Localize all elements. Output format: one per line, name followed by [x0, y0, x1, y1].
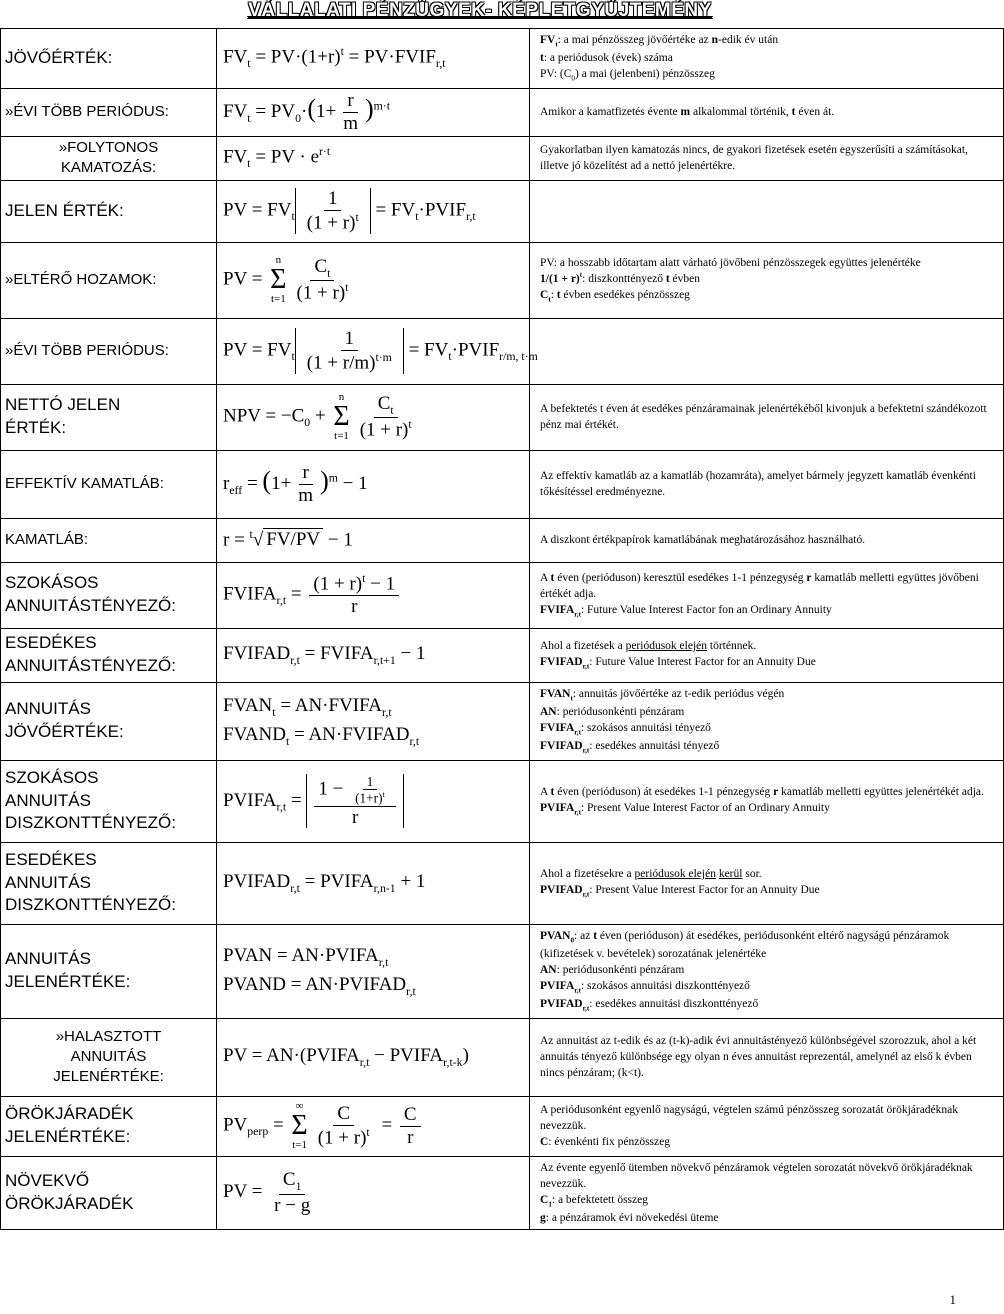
label-pvifa: SZOKÁSOS ANNUITÁS DISZKONTTÉNYEZŐ:	[1, 760, 217, 842]
formula-pvifa: $PVIFA_{r,t}$ = 1 − $\frac{1}{(1+r)^t}$ r	[217, 760, 530, 842]
desc-npv: A befektetés t éven át esedékes pénzáramainak jelenértékéből kivonjuk a befektetni szándékozott pénz mai értékét.	[530, 384, 1004, 450]
formula-table	[0, 28, 1004, 1230]
label-deferred-annuity: »HALASZTOTT ANNUITÁS JELENÉRTÉKE:	[1, 1018, 217, 1096]
desc-annuity-pv: $PVAN_0$: az t éven (perióduson) át esedékes, periódusonként eltérő nagyságú pénzáramok (kifizetések v. bevételek) sorozatának jelenértéke AN: periódusonkénti pénzáram $PVIFA_{r,t}$: szokásos annuitási diszkonttényező $PVIFAD_{r,t}$: esedékes annuitási diszkonttényező	[530, 924, 1004, 1018]
label-perpetuity: ÖRÖKJÁRADÉK JELENÉRTÉKE:	[1, 1096, 217, 1156]
formula-pv-multi-period: PV = $FV_t$ $\frac{1}{(1 + r/m)^{t\cdot m}}$ = $FV_t\cdot PVIF_{r/m, t\cdot m}$	[217, 318, 530, 384]
row-growing-perpetuity	[1, 1156, 1004, 1230]
label-growing-perpetuity: NÖVEKVŐ ÖRÖKJÁRADÉK	[1, 1156, 217, 1230]
row-perpetuity	[1, 1096, 1004, 1156]
desc-pvifa: A t éven (perióduson) át esedékes 1-1 pénzegység r kamatláb melletti együttes jelenértékét adja. $PVIFA_{r,t}$: Present Value Interest Factor of an Ordinary Annuity	[530, 760, 1004, 842]
desc-interest-rate: A diszkont értékpapírok kamatlábának meghatározásához használható.	[530, 518, 1004, 562]
label-fvifad: ESEDÉKES ANNUITÁSTÉNYEZŐ:	[1, 628, 217, 682]
label-interest-rate: KAMATLÁB:	[1, 518, 217, 562]
label-effective-rate: EFFEKTÍV KAMATLÁB:	[1, 450, 217, 518]
formula-interest-rate: r = $^t$√ FV/PV − 1	[217, 518, 530, 562]
formula-growing-perpetuity: PV = $\frac{C_1}{r - g}$	[217, 1156, 530, 1230]
formula-npv: NPV = $-C_0$ + n Σ t=1 $\frac{C_t}{(1 + r)^t}$	[217, 384, 530, 450]
row-varying-yields	[1, 242, 1004, 318]
desc-multi-period: Amikor a kamatfizetés évente m alkalommal történik, t éven át.	[530, 88, 1004, 136]
row-annuity-fv	[1, 682, 1004, 760]
row-deferred-annuity	[1, 1018, 1004, 1096]
row-present-value	[1, 180, 1004, 242]
label-annuity-pv: ANNUITÁS JELENÉRTÉKE:	[1, 924, 217, 1018]
formula-pvifad: $PVIFAD_{r,t}$ = $PVIFA_{r,n-1} + 1$	[217, 842, 530, 924]
label-fvifa: SZOKÁSOS ANNUITÁSTÉNYEZŐ:	[1, 562, 217, 628]
row-effective-rate	[1, 450, 1004, 518]
formula-multi-period: $FV_t = PV_0\cdot(1+$ $\frac{r}{m}$ )$^{m\cdot t}$	[217, 88, 530, 136]
formula-future-value: $FV_t = PV\cdot(1+r)^t$ = $PV\cdot FVIF_{r,t}$	[217, 29, 530, 89]
label-npv: NETTÓ JELEN ÉRTÉK:	[1, 384, 217, 450]
label-future-value: JÖVŐÉRTÉK:	[1, 29, 217, 89]
formula-effective-rate: $r_{eff} = (1+$ $\frac{r}{m}$ )$^m$ − 1	[217, 450, 530, 518]
desc-growing-perpetuity: Az évente egyenlő ütemben növekvő pénzáramok végtelen sorozatát növekvő örökjáradéknak nevezzük. $C_1$: a befektetett összeg g: a pénzáramok évi növekedési üteme	[530, 1156, 1004, 1230]
formula-annuity-pv: PVAN = $AN\cdot PVIFA_{r,t}$ PVAND = $AN\cdot PVIFAD_{r,t}$	[217, 924, 530, 1018]
desc-continuous: Gyakorlatban ilyen kamatozás nincs, de gyakori fizetések esetén egyszerűsíti a számításokat, illetve jó közelítést ad a nettó jelenértékre.	[530, 136, 1004, 180]
label-continuous: »FOLYTONOS KAMATOZÁS:	[1, 136, 217, 180]
page-title: VÁLLALATI PÉNZÜGYEK- KÉPLETGYŰJTEMÉNY	[248, 0, 712, 21]
row-annuity-pv	[1, 924, 1004, 1018]
page-number: 1	[949, 1292, 956, 1307]
row-fvifad	[1, 628, 1004, 682]
desc-effective-rate: Az effektív kamatláb az a kamatláb (hozamráta), amelyet bármely jegyzett kamatláb évenkénti tőkésítéssel eredményezne.	[530, 450, 1004, 518]
desc-pv-multi-period	[530, 318, 1004, 384]
row-pvifa	[1, 760, 1004, 842]
desc-future-value: $FV_t$: a mai pénzösszeg jövőértéke az n-edik év után t: a periódusok (évek) száma PV: $(C_0)$ a mai (jelenbeni) pénzösszeg	[530, 29, 1004, 89]
row-pv-multi-period	[1, 318, 1004, 384]
formula-fvifad: $FVIFAD_{r,t}$ = $FVIFA_{r,t+1} - 1$	[217, 628, 530, 682]
row-npv	[1, 384, 1004, 450]
desc-present-value	[530, 180, 1004, 242]
formula-fvifa: $FVIFA_{r,t}$ = $\frac{(1 + r)^t - 1}{r}$	[217, 562, 530, 628]
label-pv-multi-period: »ÉVI TÖBB PERIÓDUS:	[1, 318, 217, 384]
row-multi-period	[1, 88, 1004, 136]
formula-deferred-annuity: PV = $AN\cdot(PVIFA_{r,t}$ − $PVIFA_{r,t-k}$)	[217, 1018, 530, 1096]
label-annuity-fv: ANNUITÁS JÖVŐÉRTÉKE:	[1, 682, 217, 760]
desc-varying-yields: PV: a hosszabb időtartam alatt várható jövőbeni pénzösszegek együttes jelenértéke $1/(1 + r)^t$: diszkonttényező t évben $C_t$: t évben esedékes pénzösszeg	[530, 242, 1004, 318]
desc-annuity-fv: $FVAN_t$: annuitás jövőértéke az t-edik periódus végén AN: periódusonkénti pénzáram $FVIFA_{r,t}$: szokásos annuitási tényező $FVIFAD_{r,t}$: esedékes annuitási tényező	[530, 682, 1004, 760]
row-interest-rate	[1, 518, 1004, 562]
row-continuous	[1, 136, 1004, 180]
desc-deferred-annuity: Az annuitást az t-edik és az (t-k)-adik évi annuitástényező különbségével szorozzuk, ahol a két annuitás tényező különbsége egy olyan n éves annuitást reprezentál, amelynél az első k évben nincs pénzáram; (k<t).	[530, 1018, 1004, 1096]
row-pvifad	[1, 842, 1004, 924]
formula-continuous: $FV_t$ = PV · $e^{r\cdot t}$	[217, 136, 530, 180]
formula-varying-yields: PV = n Σ t=1 $\frac{C_t}{(1 + r)^t}$	[217, 242, 530, 318]
formula-present-value: PV = $FV_t$ $\frac{1}{(1 + r)^t}$ = $FV_t\cdot PVIF_{r,t}$	[217, 180, 530, 242]
desc-pvifad: Ahol a fizetésekre a periódusok elején kerül sor. $PVIFAD_{r,t}$: Present Value Interest Factor for an Annuity Due	[530, 842, 1004, 924]
row-fvifa	[1, 562, 1004, 628]
label-varying-yields: »ELTÉRŐ HOZAMOK:	[1, 242, 217, 318]
desc-fvifa: A t éven (perióduson) keresztül esedékes 1-1 pénzegység r kamatláb melletti együttes jövőbeni értékét adja. $FVIFA_{r,t}$: Future Value Interest Factor fon an Ordinary Annuity	[530, 562, 1004, 628]
desc-fvifad: Ahol a fizetések a periódusok elején történnek. $FVIFAD_{r,t}$: Future Value Interest Factor for an Annuity Due	[530, 628, 1004, 682]
formula-perpetuity: $PV_{perp}$ = ∞ Σ t=1 $\frac{C}{(1 + r)^t}$ = $\frac{C}{r}$	[217, 1096, 530, 1156]
label-pvifad: ESEDÉKES ANNUITÁS DISZKONTTÉNYEZŐ:	[1, 842, 217, 924]
label-multi-period: »ÉVI TÖBB PERIÓDUS:	[1, 88, 217, 136]
desc-perpetuity: A periódusonként egyenlő nagyságú, végtelen számú pénzösszeg sorozatát örökjáradéknak nevezzük. C: évenkénti fix pénzösszeg	[530, 1096, 1004, 1156]
row-future-value	[1, 29, 1004, 89]
formula-annuity-fv: $FVAN_t$ = $AN\cdot FVIFA_{r,t}$ $FVAND_t$ = $AN\cdot FVIFAD_{r,t}$	[217, 682, 530, 760]
label-present-value: JELEN ÉRTÉK:	[1, 180, 217, 242]
